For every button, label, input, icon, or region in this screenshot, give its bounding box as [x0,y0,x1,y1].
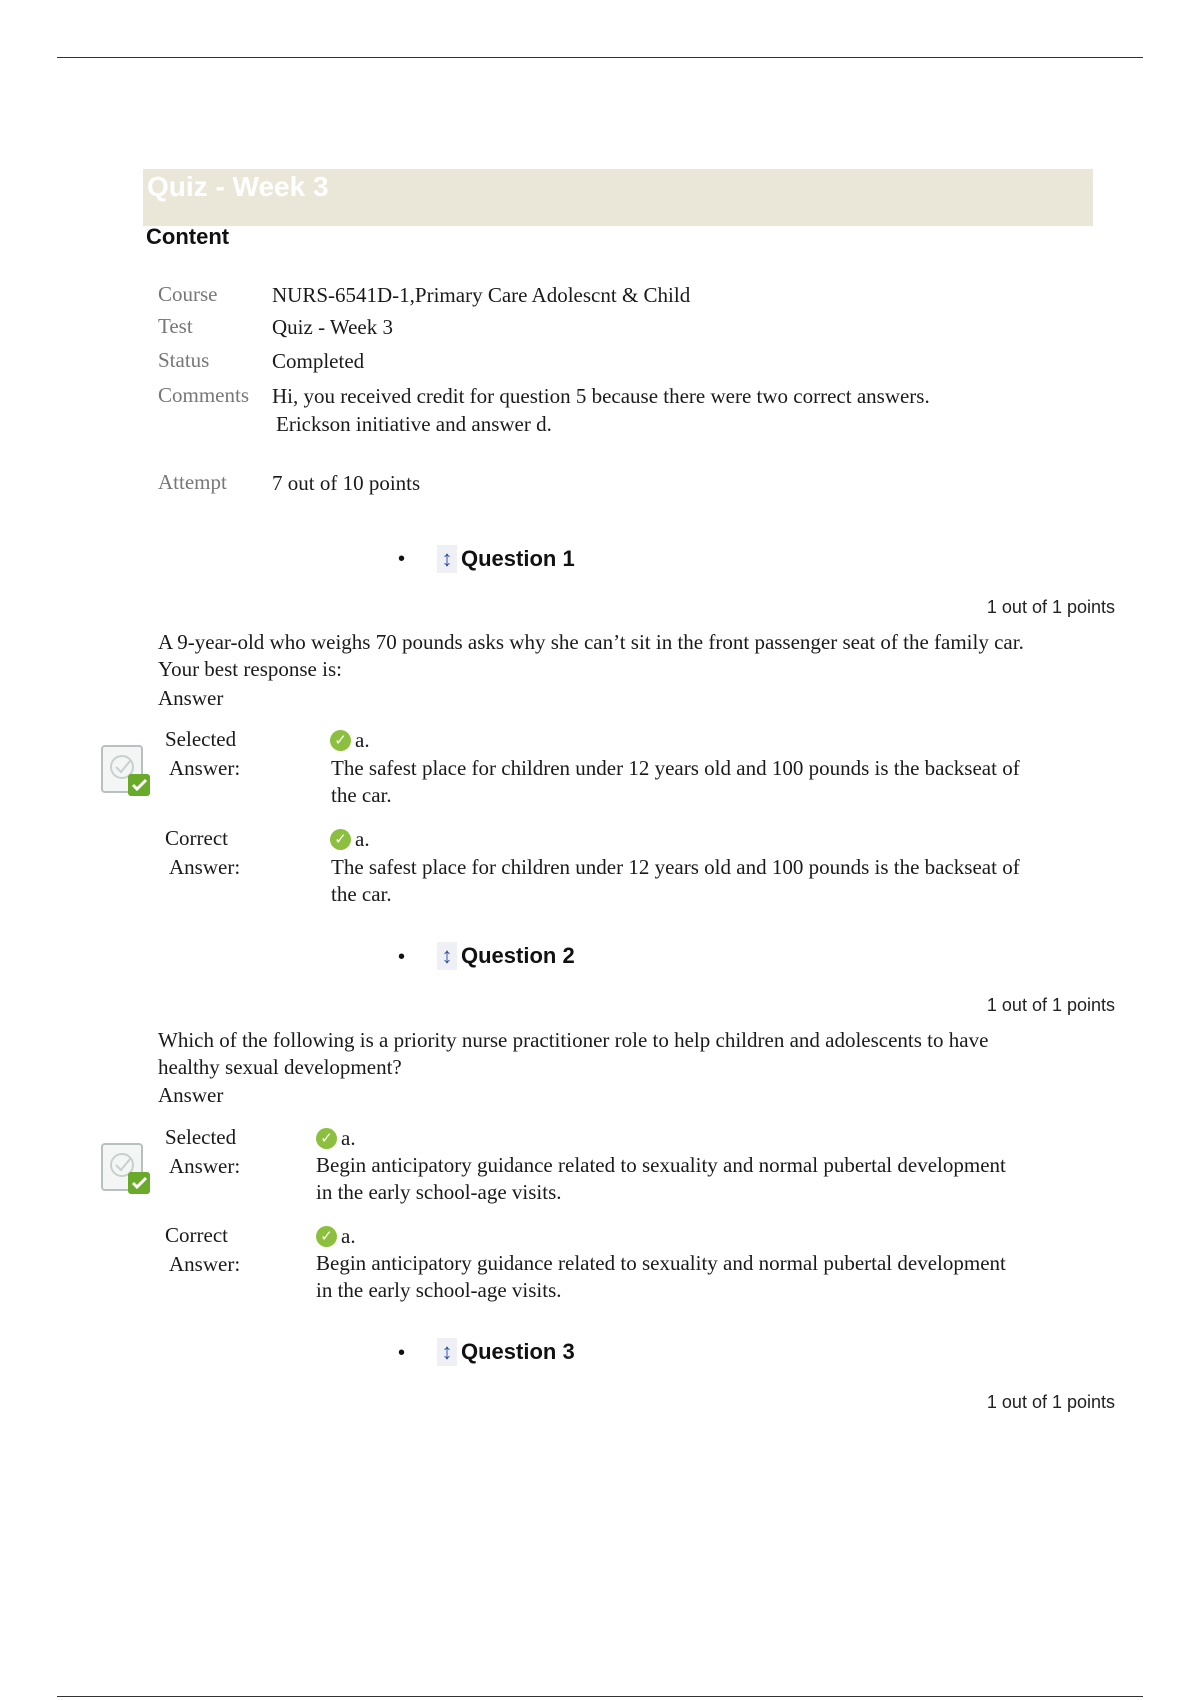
question-1-text: A 9-year-old who weighs 70 pounds asks why she can’t sit in the front passenger seat of the family car. Your best response is: [158,630,1024,681]
question-2-text: Which of the following is a priority nurse practitioner role to help children and adolescents to have healthy sexual development? [158,1028,989,1079]
check-icon: ✓ [316,1128,337,1149]
sort-icon[interactable]: ↕ [437,545,457,573]
test-value: Quiz - Week 3 [272,315,393,339]
question-3-title: Question 3 [461,1339,575,1364]
graded-correct-icon [100,744,152,798]
question-2-points: 1 out of 1 points [986,995,1115,1015]
course-value: NURS-6541D-1,Primary Care Adolescnt & Child [272,283,691,307]
sort-icon[interactable]: ↕ [437,942,457,970]
correct-answer-text: The safest place for children under 12 years old and 100 pounds is the backseat of the car. [331,855,1020,906]
comments-label: Comments [158,383,250,407]
question-1-title: Question 1 [461,546,575,571]
question-3-header[interactable] [437,1338,575,1366]
question-3-points: 1 out of 1 points [986,1392,1115,1412]
check-icon: ✓ [330,829,351,850]
answer-heading: Answer [158,1083,224,1107]
comments-value-line2: Erickson initiative and answer d. [276,412,552,436]
status-label: Status [158,348,210,372]
question-2-title: Question 2 [461,943,575,968]
selected-answer-letter: ✓ a. [316,1126,356,1151]
selected-answer-text: The safest place for children under 12 years old and 100 pounds is the backseat of the car. [331,756,1020,807]
top-rule [57,57,1143,58]
graded-correct-icon [100,1142,152,1196]
quiz-title-bar [143,169,1093,226]
page-title: Quiz - Week 3 [147,171,329,202]
bottom-rule [57,1696,1143,1697]
selected-answer-label: Selected Answer: [165,1125,241,1178]
attempt-label: Attempt [158,470,227,494]
correct-answer-label: Correct Answer: [165,826,241,879]
correct-answer-letter: ✓ a. [330,827,370,852]
check-icon: ✓ [330,730,351,751]
sort-icon[interactable]: ↕ [437,1338,457,1366]
check-icon: ✓ [316,1226,337,1247]
question-bullet: • [398,1342,406,1364]
selected-answer-letter: ✓ a. [330,728,370,753]
content-heading: Content [146,224,230,249]
test-label: Test [158,314,193,338]
course-label: Course [158,282,218,306]
question-bullet: • [398,548,406,570]
selected-answer-text: Begin anticipatory guidance related to sexuality and normal pubertal development in the early school-age visits. [316,1153,1006,1204]
attempt-value: 7 out of 10 points [272,471,421,495]
correct-answer-label: Correct Answer: [165,1223,241,1276]
question-2-header[interactable] [437,942,575,970]
question-1-header[interactable] [437,545,575,573]
correct-answer-text: Begin anticipatory guidance related to sexuality and normal pubertal development in the early school-age visits. [316,1251,1006,1302]
question-1-points: 1 out of 1 points [986,597,1115,617]
selected-answer-label: Selected Answer: [165,727,241,780]
status-value: Completed [272,349,365,373]
comments-value: Hi, you received credit for question 5 because there were two correct answers. [272,384,930,408]
question-bullet: • [398,946,406,968]
answer-heading: Answer [158,686,224,710]
correct-answer-letter: ✓ a. [316,1224,356,1249]
